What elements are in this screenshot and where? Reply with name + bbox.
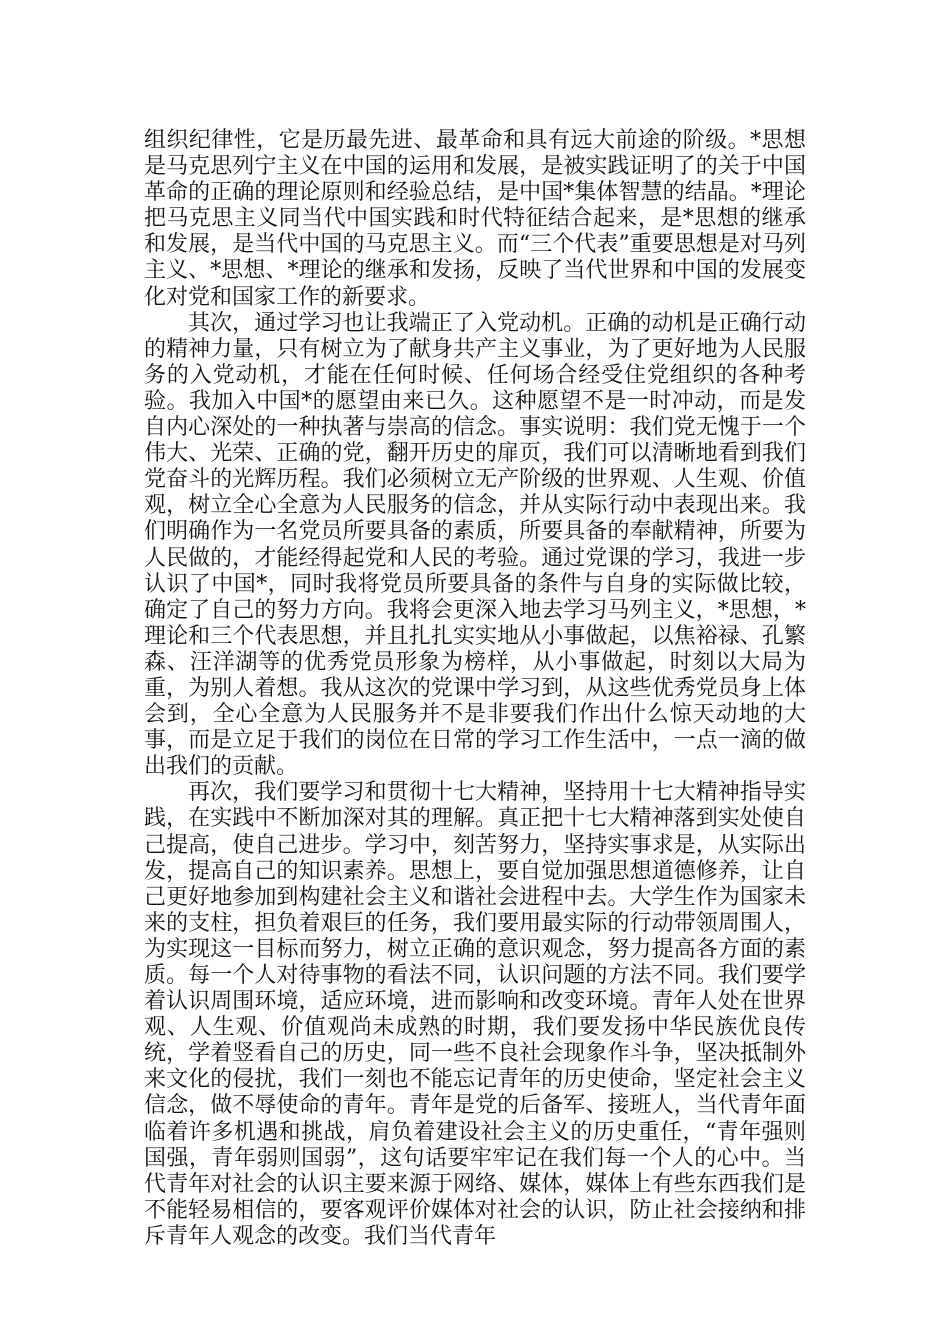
document-body bbox=[144, 128, 806, 1250]
paragraph-3: 再次，我们要学习和贯彻十七大精神，坚持用十七大精神指导实践，在实践中不断加深对其的理解。真正把十七大精神落到实处使自己提高，使自己进步。学习中，刻苦努力，坚持实事求是，从实际出发，提高自己的知识素养。思想上，要自觉加强思想道德修养，让自己更好地参加到构建社会主义和谐社会进程中去。大学生作为国家未来的支柱，担负着艰巨的任务，我们要用最实际的行动带领周围人，为实现这一目标而努力，树立正确的意识观念，努力提高各方面的素质。每一个人对待事物的看法不同，认识问题的方法不同。我们要学着认识周围环境，适应环境，进而影响和改变环境。青年人处在世界观、人生观、价值观尚未成熟的时期，我们要发扬中华民族优良传统，学着竖看自己的历史，同一些不良社会现象作斗争，坚决抵制外来文化的侵扰，我们一刻也不能忘记青年的历史使命，坚定社会主义信念，做不辱使命的青年。青年是党的后备军、接班人，当代青年面临着许多机遇和挑战，肩负着建设社会主义的历史重任，“青年强则国强，青年弱则国弱”，这句话要牢牢记在我们每一个人的心中。当代青年对社会的认识主要来源于网络、媒体，媒体上有些东西我们是不能轻易相信的，要客观评价媒体对社会的认识，防止社会接纳和排斥青年人观念的改变。我们当代青年 bbox=[144, 780, 806, 1249]
paragraph-2: 其次，通过学习也让我端正了入党动机。正确的动机是正确行动的精神力量，只有树立为了献身共产主义事业，为了更好地为人民服务的入党动机，才能在任何时候、任何场合经受住党组织的各种考验。我加入中国*的愿望由来已久。这种愿望不是一时冲动，而是发自内心深处的一种执著与崇高的信念。事实说明：我们党无愧于一个伟大、光荣、正确的党，翻开历史的扉页，我们可以清晰地看到我们党奋斗的光辉历程。我们必须树立无产阶级的世界观、人生观、价值观，树立全心全意为人民服务的信念，并从实际行动中表现出来。我们明确作为一名党员所要具备的素质，所要具备的奉献精神，所要为人民做的，才能经得起党和人民的考验。通过党课的学习，我进一步认识了中国*，同时我将党员所要具备的条件与自身的实际做比较，确定了自己的努力方向。我将会更深入地去学习马列主义，*思想，*理论和三个代表思想，并且扎扎实实地从小事做起，以焦裕禄、孔繁森、汪洋湖等的优秀党员形象为榜样，从小事做起，时刻以大局为重，为别人着想。我从这次的党课中学习到，从这些优秀党员身上体会到，全心全意为人民服务并不是非要我们作出什么惊天动地的大事，而是立足于我们的岗位在日常的学习工作生活中，一点一滴的做出我们的贡献。 bbox=[144, 310, 806, 780]
paragraph-1: 组织纪律性，它是历最先进、最革命和具有远大前途的阶级。*思想是马克思列宁主义在中国的运用和发展，是被实践证明了的关于中国革命的正确的理论原则和经验总结，是中国*集体智慧的结晶。*理论把马克思主义同当代中国实践和时代特征结合起来，是*思想的继承和发展，是当代中国的马克思主义。而“三个代表”重要思想是对马列主义、*思想、*理论的继承和发扬，反映了当代世界和中国的发展变化对党和国家工作的新要求。 bbox=[144, 128, 806, 310]
